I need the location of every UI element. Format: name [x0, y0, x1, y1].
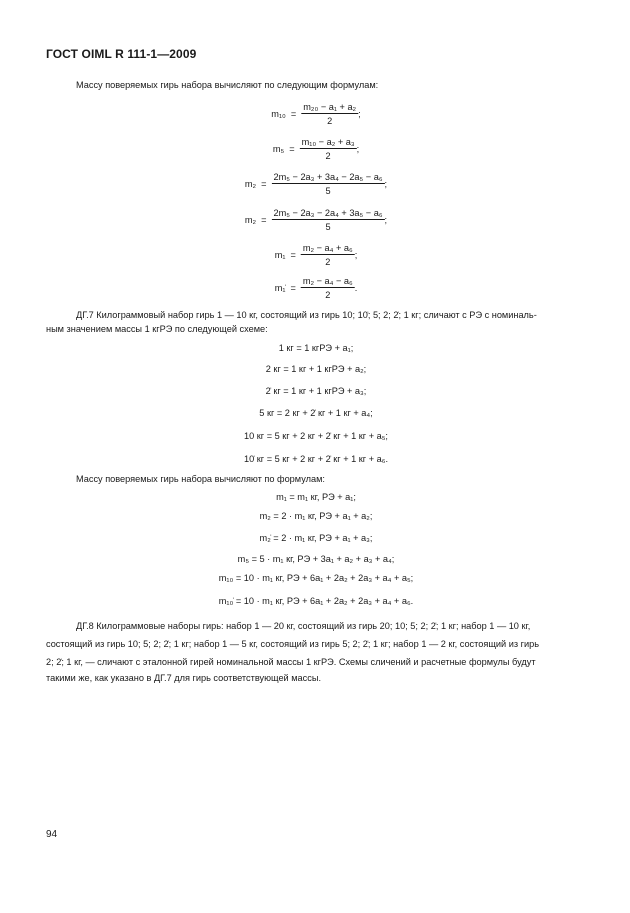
mass-formula-m5: m₅ = 5 · m₁ кг, РЭ + 3a₁ + a₂ + a₃ + a₄;	[237, 554, 395, 564]
scheme-line-1: 1 кг = 1 кгРЭ + a₁;	[278, 343, 354, 353]
scheme-line-2: 2 кг = 1 кг + 1 кгРЭ + a₂;	[265, 364, 367, 374]
mass-formula-m10-dot: m₁₀̇ = 10 · m₁ кг, РЭ + 6a₁ + 2a₂ + 2a₃ + a₄ + a₆.	[218, 596, 414, 606]
formula-m5: m₅ = $\frac{\text{m₁₀ − a₂ + a₃}}{2}$ ;	[272, 137, 360, 161]
mass-formula-m10: m₁₀ = 10 · m₁ кг, РЭ + 6a₁ + 2a₂ + 2a₃ + a₄ + a₅;	[218, 573, 414, 583]
intro-text-formulas-2: Массу поверяемых гирь набора вычисляют по формулам:	[76, 474, 325, 484]
formula-m1: m₁ = $\frac{\text{m₂ − a₄ + a₆}}{2}$ ;	[274, 243, 358, 267]
scheme-line-6: 10̇ кг = 5 кг + 2 кг + 2̇ кг + 1 кг + a₆.	[244, 454, 388, 464]
document-header: ГОСТ OIML R 111-1—2009	[46, 47, 197, 61]
scheme-line-5: 10 кг = 5 кг + 2 кг + 2̇ кг + 1 кг + a₅;	[244, 431, 388, 441]
formula-m10: m₁₀ = $\frac{\text{m₂₀ − a₁ + a₂}}{2}$ ;	[271, 102, 361, 126]
scheme-line-4: 5 кг = 2 кг + 2̇ кг + 1 кг + a₄;	[259, 408, 373, 418]
formula-m1-dot: m₁̇ = $\frac{\text{m₂ − a₄ − a₆}}{2}$ .	[274, 276, 358, 300]
dg8-paragraph-line2: состоящий из гирь 10; 5; 2; 2̇; 1 кг; набор 1 — 5 кг, состоящий из гирь 5; 2; 2̇; 1 кг; набор 1 — 2 кг, состоящий из гирь	[46, 639, 539, 649]
dg8-paragraph-line1: ДГ.8 Килограммовые наборы гирь: набор 1 — 20 кг, состоящий из гирь 20; 10; 5; 2; 2̇; 1 кг; набор 1 — 10 кг,	[76, 621, 531, 631]
page-number: 94	[46, 829, 58, 840]
dg8-paragraph-line4: такими же, как указано в ДГ.7 для гирь соответствующей массы.	[46, 673, 322, 683]
scheme-line-3: 2̇ кг = 1 кг + 1 кгРЭ + a₃;	[265, 386, 367, 396]
formula-m2-a: m₂ = $\frac{\text{2m₅ − 2a₃ + 3a₄ − 2a₅ − a₆}}{5}$ ;	[244, 172, 388, 196]
mass-formula-m2-dot: m₂̇ = 2 · m₁ кг, РЭ + a₁ + a₃;	[259, 533, 373, 543]
dg7-paragraph-line2: ным значением массы 1 кгРЭ по следующей схеме:	[46, 324, 268, 334]
intro-text-formulas: Массу поверяемых гирь набора вычисляют по следующим формулам:	[76, 80, 379, 90]
mass-formula-m1: m₁ = m₁ кг, РЭ + a₁;	[276, 492, 356, 502]
formula-m2-b: m₂ = $\frac{\text{2m₅ − 2a₃ − 2a₄ + 3a₅ − a₆}}{5}$ ;	[244, 208, 388, 232]
mass-formula-m2: m₂ = 2 · m₁ кг, РЭ + a₁ + a₂;	[259, 511, 373, 521]
dg8-paragraph-line3: 2; 2̇; 1 кг, — сличают с эталонной гирей номинальной массы 1 кгРЭ. Схемы сличений и расчетные формулы будут	[46, 657, 536, 667]
dg7-paragraph-line1: ДГ.7 Килограммовый набор гирь 1 — 10 кг, состоящий из гирь 10; 10̇; 5; 2; 2̇; 1 кг; сличают с РЭ с номиналь-	[76, 310, 537, 320]
